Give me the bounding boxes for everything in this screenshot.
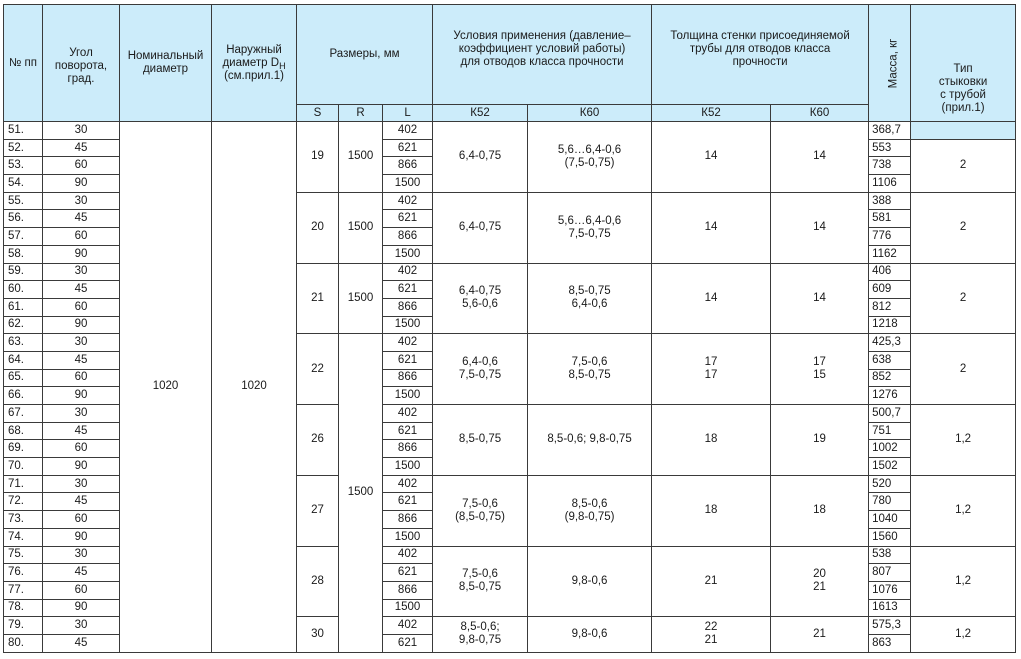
row-number: 56. — [4, 210, 43, 228]
angle-cell: 60 — [43, 369, 120, 387]
cond-k52-cell: 6,4-0,6 7,5-0,75 — [433, 334, 528, 405]
mass-cell: 1040 — [869, 511, 911, 529]
l-cell: 402 — [383, 122, 433, 140]
l-cell: 621 — [383, 139, 433, 157]
l-cell: 866 — [383, 228, 433, 246]
r-cell: 1500 — [339, 192, 383, 263]
col-header-s: S — [297, 105, 339, 122]
s-cell: 22 — [297, 334, 339, 405]
col-header-mass: Масса, кг — [869, 5, 911, 122]
col-header-joint-type: Тип стыковки с трубой (прил.1) — [911, 5, 1016, 122]
row-number: 66. — [4, 387, 43, 405]
s-cell: 21 — [297, 263, 339, 334]
thickness-k52-cell: 14 — [652, 263, 771, 334]
mass-cell: 575,3 — [869, 617, 911, 635]
col-header-th-k60: К60 — [771, 105, 869, 122]
col-header-th-k52: К52 — [652, 105, 771, 122]
s-cell: 26 — [297, 405, 339, 476]
thickness-k60-cell: 19 — [771, 405, 869, 476]
row-number: 57. — [4, 228, 43, 246]
angle-cell: 60 — [43, 228, 120, 246]
r-cell: 1500 — [339, 122, 383, 193]
thickness-k60-cell: 14 — [771, 122, 869, 193]
thickness-k60-cell: 14 — [771, 263, 869, 334]
cond-k60-cell: 9,8-0,6 — [528, 546, 652, 617]
col-header-cond-k60: К60 — [528, 105, 652, 122]
mass-cell: 609 — [869, 281, 911, 299]
angle-cell: 90 — [43, 316, 120, 334]
l-cell: 621 — [383, 210, 433, 228]
row-number: 70. — [4, 458, 43, 476]
angle-cell: 30 — [43, 475, 120, 493]
thickness-k52-cell: 14 — [652, 192, 771, 263]
s-cell: 30 — [297, 617, 339, 652]
angle-cell: 45 — [43, 139, 120, 157]
row-number: 77. — [4, 581, 43, 599]
angle-cell: 45 — [43, 422, 120, 440]
table-body — [4, 122, 1016, 653]
angle-cell: 30 — [43, 405, 120, 423]
cond-k60-cell: 8,5-0,6 (9,8-0,75) — [528, 475, 652, 546]
joint-type-cell: 1,2 — [911, 405, 1016, 476]
row-number: 54. — [4, 175, 43, 193]
row-number: 75. — [4, 546, 43, 564]
l-cell: 621 — [383, 564, 433, 582]
angle-cell: 90 — [43, 599, 120, 617]
outer-diameter-cell: 1020 — [212, 122, 297, 653]
row-number: 71. — [4, 475, 43, 493]
row-number: 55. — [4, 192, 43, 210]
col-header-r: R — [339, 105, 383, 122]
row-number: 65. — [4, 369, 43, 387]
row-number: 79. — [4, 617, 43, 635]
col-header-l: L — [383, 105, 433, 122]
row-number: 68. — [4, 422, 43, 440]
col-header-outer-diameter: Наружный диаметр $D_H$ (см.прил.1) — [212, 5, 297, 122]
angle-cell: 30 — [43, 334, 120, 352]
angle-cell: 30 — [43, 617, 120, 635]
l-cell: 402 — [383, 334, 433, 352]
mass-cell: 581 — [869, 210, 911, 228]
joint-type-cell: 2 — [911, 192, 1016, 263]
l-cell: 1500 — [383, 458, 433, 476]
row-number: 58. — [4, 245, 43, 263]
cond-k52-cell: 7,5-0,6 (8,5-0,75) — [433, 475, 528, 546]
l-cell: 402 — [383, 546, 433, 564]
s-cell: 28 — [297, 546, 339, 617]
l-cell: 621 — [383, 351, 433, 369]
mass-cell: 1162 — [869, 245, 911, 263]
mass-cell: 852 — [869, 369, 911, 387]
cond-k52-cell: 6,4-0,75 5,6-0,6 — [433, 263, 528, 334]
joint-type-cell: 1,2 — [911, 475, 1016, 546]
mass-cell: 863 — [869, 634, 911, 652]
l-cell: 621 — [383, 422, 433, 440]
thickness-k60-cell: 21 — [771, 617, 869, 652]
angle-cell: 60 — [43, 581, 120, 599]
joint-type-blank-cell — [911, 122, 1016, 140]
l-cell: 1500 — [383, 528, 433, 546]
row-number: 76. — [4, 564, 43, 582]
s-cell: 19 — [297, 122, 339, 193]
thickness-k52-cell: 18 — [652, 405, 771, 476]
joint-type-cell: 2 — [911, 139, 1016, 192]
angle-cell: 90 — [43, 528, 120, 546]
l-cell: 866 — [383, 581, 433, 599]
l-cell: 1500 — [383, 316, 433, 334]
row-number: 73. — [4, 511, 43, 529]
angle-cell: 45 — [43, 564, 120, 582]
row-number: 63. — [4, 334, 43, 352]
cond-k60-cell: 9,8-0,6 — [528, 617, 652, 652]
angle-cell: 60 — [43, 511, 120, 529]
angle-cell: 45 — [43, 351, 120, 369]
row-number: 53. — [4, 157, 43, 175]
angle-cell: 90 — [43, 387, 120, 405]
mass-cell: 807 — [869, 564, 911, 582]
mass-cell: 780 — [869, 493, 911, 511]
cond-k52-cell: 7,5-0,6 8,5-0,75 — [433, 546, 528, 617]
mass-cell: 738 — [869, 157, 911, 175]
thickness-k52-cell: 17 17 — [652, 334, 771, 405]
col-header-nominal-diameter: Номинальный диаметр — [120, 5, 212, 122]
row-number: 59. — [4, 263, 43, 281]
angle-cell: 90 — [43, 458, 120, 476]
mass-cell: 1106 — [869, 175, 911, 193]
row-number: 52. — [4, 139, 43, 157]
angle-cell: 45 — [43, 493, 120, 511]
l-cell: 866 — [383, 369, 433, 387]
l-cell: 402 — [383, 192, 433, 210]
row-number: 67. — [4, 405, 43, 423]
col-header-angle: Угол поворота, град. — [43, 5, 120, 122]
angle-cell: 60 — [43, 298, 120, 316]
mass-cell: 368,7 — [869, 122, 911, 140]
angle-cell: 30 — [43, 546, 120, 564]
table-row — [4, 122, 1016, 140]
cond-k52-cell: 6,4-0,75 — [433, 122, 528, 193]
thickness-k60-cell: 18 — [771, 475, 869, 546]
thickness-k52-cell: 21 — [652, 546, 771, 617]
mass-cell: 1613 — [869, 599, 911, 617]
angle-cell: 30 — [43, 122, 120, 140]
mass-cell: 520 — [869, 475, 911, 493]
row-number: 51. — [4, 122, 43, 140]
angle-cell: 45 — [43, 634, 120, 652]
mass-cell: 425,3 — [869, 334, 911, 352]
l-cell: 1500 — [383, 387, 433, 405]
thickness-k52-cell: 22 21 — [652, 617, 771, 652]
angle-cell: 60 — [43, 440, 120, 458]
l-cell: 1500 — [383, 599, 433, 617]
cond-k60-cell: 8,5-0,75 6,4-0,6 — [528, 263, 652, 334]
cond-k52-cell: 8,5-0,75 — [433, 405, 528, 476]
joint-type-cell: 1,2 — [911, 546, 1016, 617]
col-header-number: № пп — [4, 5, 43, 122]
row-number: 64. — [4, 351, 43, 369]
angle-cell: 45 — [43, 210, 120, 228]
row-number: 62. — [4, 316, 43, 334]
cond-k52-cell: 6,4-0,75 — [433, 192, 528, 263]
mass-cell: 1076 — [869, 581, 911, 599]
l-cell: 866 — [383, 511, 433, 529]
angle-cell: 45 — [43, 281, 120, 299]
col-header-conditions: Условия применения (давление– коэффициент условий работы) для отводов класса прочности — [433, 5, 652, 105]
nominal-diameter-cell: 1020 — [120, 122, 212, 653]
row-number: 72. — [4, 493, 43, 511]
cond-k60-cell: 7,5-0,6 8,5-0,75 — [528, 334, 652, 405]
joint-type-cell: 2 — [911, 263, 1016, 334]
row-number: 74. — [4, 528, 43, 546]
mass-cell: 1002 — [869, 440, 911, 458]
l-cell: 621 — [383, 493, 433, 511]
thickness-k60-cell: 20 21 — [771, 546, 869, 617]
mass-cell: 1560 — [869, 528, 911, 546]
mass-cell: 388 — [869, 192, 911, 210]
angle-cell: 90 — [43, 245, 120, 263]
thickness-k60-cell: 14 — [771, 192, 869, 263]
joint-type-cell: 1,2 — [911, 617, 1016, 652]
mass-cell: 751 — [869, 422, 911, 440]
col-header-wall-thickness: Толщина стенки присоединяемой трубы для отводов класса прочности — [652, 5, 869, 105]
l-cell: 1500 — [383, 245, 433, 263]
mass-cell: 638 — [869, 351, 911, 369]
thickness-k60-cell: 17 15 — [771, 334, 869, 405]
angle-cell: 30 — [43, 263, 120, 281]
angle-cell: 30 — [43, 192, 120, 210]
bends-table — [3, 4, 1016, 653]
row-number: 61. — [4, 298, 43, 316]
l-cell: 402 — [383, 405, 433, 423]
thickness-k52-cell: 14 — [652, 122, 771, 193]
s-cell: 20 — [297, 192, 339, 263]
l-cell: 866 — [383, 298, 433, 316]
joint-type-cell: 2 — [911, 334, 1016, 405]
mass-cell: 1276 — [869, 387, 911, 405]
l-cell: 866 — [383, 440, 433, 458]
cond-k60-cell: 8,5-0,6; 9,8-0,75 — [528, 405, 652, 476]
l-cell: 402 — [383, 263, 433, 281]
l-cell: 866 — [383, 157, 433, 175]
cond-k52-cell: 8,5-0,6; 9,8-0,75 — [433, 617, 528, 652]
row-number: 69. — [4, 440, 43, 458]
mass-cell: 776 — [869, 228, 911, 246]
angle-cell: 90 — [43, 175, 120, 193]
r-cell-shared: 1500 — [339, 334, 383, 652]
cond-k60-cell: 5,6…6,4-0,6 (7,5-0,75) — [528, 122, 652, 193]
l-cell: 1500 — [383, 175, 433, 193]
col-header-cond-k52: К52 — [433, 105, 528, 122]
mass-cell: 553 — [869, 139, 911, 157]
r-cell: 1500 — [339, 263, 383, 334]
mass-cell: 538 — [869, 546, 911, 564]
cond-k60-cell: 5,6…6,4-0,6 7,5-0,75 — [528, 192, 652, 263]
angle-cell: 60 — [43, 157, 120, 175]
mass-cell: 500,7 — [869, 405, 911, 423]
l-cell: 402 — [383, 617, 433, 635]
mass-cell: 406 — [869, 263, 911, 281]
row-number: 78. — [4, 599, 43, 617]
l-cell: 621 — [383, 634, 433, 652]
col-header-sizes: Размеры, мм — [297, 5, 433, 105]
row-number: 60. — [4, 281, 43, 299]
mass-cell: 1502 — [869, 458, 911, 476]
thickness-k52-cell: 18 — [652, 475, 771, 546]
row-number: 80. — [4, 634, 43, 652]
l-cell: 621 — [383, 281, 433, 299]
s-cell: 27 — [297, 475, 339, 546]
mass-cell: 1218 — [869, 316, 911, 334]
l-cell: 402 — [383, 475, 433, 493]
mass-cell: 812 — [869, 298, 911, 316]
